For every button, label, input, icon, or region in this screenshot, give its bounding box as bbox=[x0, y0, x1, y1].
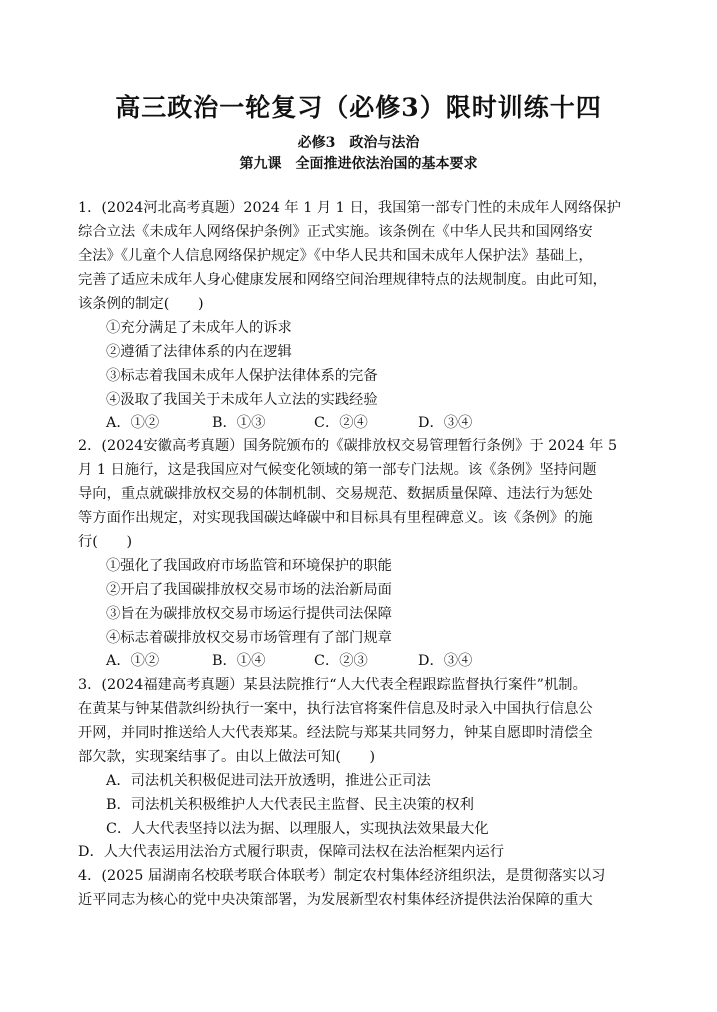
q1-option-d: D．③④ bbox=[418, 415, 473, 431]
q2-item-1: ①强化了我国政府市场监管和环境保护的职能 bbox=[106, 558, 392, 574]
page-subtitle-module: 必修3 政治与法治 bbox=[297, 135, 420, 151]
q3-line-4: 部欠款，实现案结事了。由以上做法可知( ) bbox=[78, 749, 376, 765]
q3-option-d: D．人大代表运用法治方式履行职责，保障司法权在法治框架内运行 bbox=[78, 844, 505, 860]
q3-line-3: 开网，并同时推送给人大代表郑某。经法院与郑某共同努力，钟某自愿即时清偿全 bbox=[78, 725, 593, 741]
q3-option-b: B．司法机关积极维护人大代表民主监督、民主决策的权利 bbox=[106, 797, 474, 813]
q2-item-2: ②开启了我国碳排放权交易市场的法治新局面 bbox=[106, 582, 392, 598]
q2-line-2: 月 1 日施行，这是我国应对气候变化领域的第一部专门法规。该《条例》坚持问题 bbox=[78, 462, 597, 478]
q3-line-1: 3．(2024福建高考真题）某县法院推行“人大代表全程跟踪监督执行案件”机制。 bbox=[78, 677, 587, 693]
q2-option-b: B．①④ bbox=[212, 653, 266, 669]
q1-line-2: 综合立法《未成年人网络保护条例》正式实施。该条例在《中华人民共和国网络安 bbox=[78, 224, 593, 240]
page-subtitle-lesson: 第九课 全面推进依法治国的基本要求 bbox=[239, 156, 478, 172]
q3-option-c: C．人大代表坚持以法为据、以理服人，实现执法效果最大化 bbox=[106, 821, 489, 837]
q2-line-3: 导向，重点就碳排放权交易的体制机制、交易规范、数据质量保障、违法行为惩处 bbox=[78, 486, 593, 502]
q2-line-5: 行( ) bbox=[78, 534, 133, 550]
q1-line-5: 该条例的制定( ) bbox=[78, 296, 204, 312]
q2-option-c: C．②③ bbox=[314, 653, 368, 669]
q2-option-a: A．①② bbox=[106, 653, 160, 669]
q1-line-1: 1．(2024河北高考真题）2024 年 1 月 1 日，我国第一部专门性的未成年人网络保护 bbox=[78, 200, 621, 216]
q1-option-c: C．②④ bbox=[314, 415, 368, 431]
q1-option-a: A．①② bbox=[106, 415, 160, 431]
q2-line-1: 2．(2024安徽高考真题）国务院颁布的《碳排放权交易管理暂行条例》于 2024 年 5 bbox=[78, 438, 618, 454]
q3-option-a: A．司法机关积极促进司法开放透明，推进公正司法 bbox=[106, 773, 431, 789]
q3-line-2: 在黄某与钟某借款纠纷执行一案中，执行法官将案件信息及时录入中国执行信息公 bbox=[78, 701, 593, 717]
q1-option-b: B．①③ bbox=[212, 415, 266, 431]
q1-line-4: 完善了适应未成年人身心健康发展和网络空间治理规律特点的法规制度。由此可知， bbox=[78, 272, 607, 288]
q1-line-3: 全法》《儿童个人信息网络保护规定》《中华人民共和国未成年人保护法》基础上， bbox=[78, 248, 593, 264]
page-title: 高三政治一轮复习（必修3）限时训练十四 bbox=[115, 93, 602, 122]
q4-line-1: 4．(2025 届湖南名校联考联合体联考）制定农村集体经济组织法，是贯彻落实以习 bbox=[78, 868, 606, 884]
q2-item-3: ③旨在为碳排放权交易市场运行提供司法保障 bbox=[106, 606, 392, 622]
q2-line-4: 等方面作出规定，对实现我国碳达峰碳中和目标具有里程碑意义。该《条例》的施 bbox=[78, 510, 593, 526]
q2-item-4: ④标志着碳排放权交易市场管理有了部门规章 bbox=[106, 630, 392, 646]
q1-item-4: ④汲取了我国关于未成年人立法的实践经验 bbox=[106, 392, 378, 408]
q1-item-1: ①充分满足了未成年人的诉求 bbox=[106, 320, 292, 336]
q2-option-d: D．③④ bbox=[418, 653, 473, 669]
q1-item-2: ②遵循了法律体系的内在逻辑 bbox=[106, 344, 292, 360]
q4-line-2: 近平同志为核心的党中央决策部署，为发展新型农村集体经济提供法治保障的重大 bbox=[78, 892, 593, 908]
q1-item-3: ③标志着我国未成年人保护法律体系的完备 bbox=[106, 368, 378, 384]
